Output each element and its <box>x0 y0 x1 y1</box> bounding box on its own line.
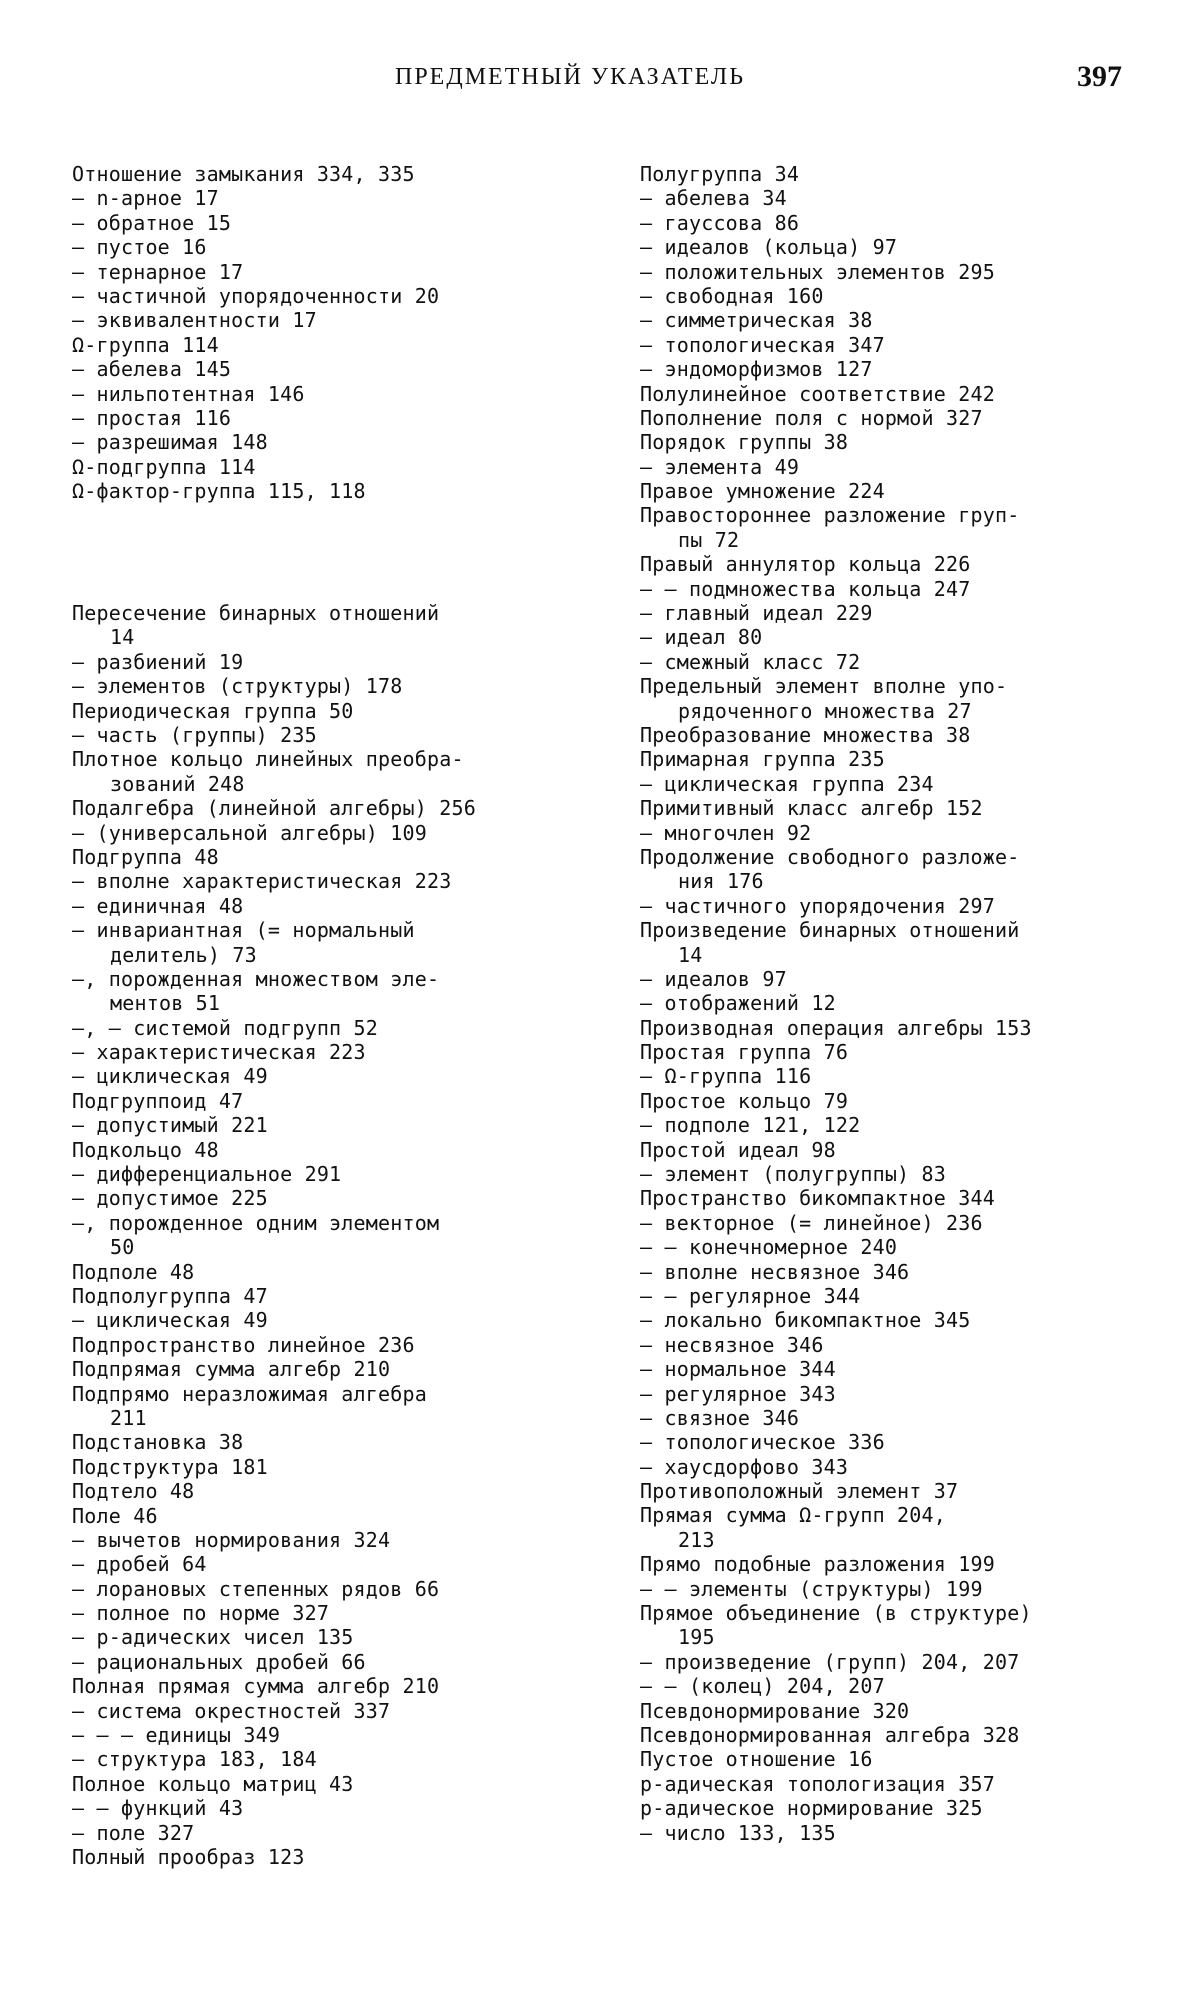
index-entry: Ω-фактор-группа 115, 118 <box>72 479 366 504</box>
index-entry: — — регулярное 344 <box>640 1283 861 1308</box>
index-entry: — произведение (групп) 204, 207 <box>640 1649 1020 1674</box>
index-entry: — подполе 121, 122 <box>640 1113 861 1138</box>
index-entry: — нильпотентная 146 <box>72 381 305 406</box>
index-entry: — частичного упорядочения 297 <box>640 893 995 918</box>
index-entry: — допустимый 221 <box>72 1113 268 1138</box>
index-entry: Производная операция алгебры 153 <box>640 1015 1032 1040</box>
index-entry: — регулярное 343 <box>640 1381 836 1406</box>
index-entry: Подструктура 181 <box>72 1454 268 1479</box>
index-entry: — симметрическая 38 <box>640 308 873 333</box>
index-entry: — допустимое 225 <box>72 1186 268 1211</box>
index-entry: — часть (группы) 235 <box>72 723 317 748</box>
index-entry: Подстановка 38 <box>72 1430 244 1455</box>
index-entry: — дробей 64 <box>72 1552 207 1577</box>
index-entry: — эквивалентности 17 <box>72 308 317 333</box>
index-entry: — рациональных дробей 66 <box>72 1649 366 1674</box>
index-entry: Подгруппоид 47 <box>72 1088 244 1113</box>
index-entry: Пополнение поля с нормой 327 <box>640 405 983 430</box>
index-entry: — топологическое 336 <box>640 1430 885 1455</box>
index-entry: — разрешимая 148 <box>72 430 268 455</box>
index-entry: — абелева 145 <box>72 357 232 382</box>
index-entry: Плотное кольцо линейных преобра- <box>72 747 464 772</box>
index-entry: — векторное (= линейное) 236 <box>640 1210 983 1235</box>
index-entry: Примитивный класс алгебр 152 <box>640 796 983 821</box>
index-entry: — структура 183, 184 <box>72 1747 317 1772</box>
page-number: 397 <box>1077 60 1122 93</box>
index-entry: — пустое 16 <box>72 235 207 260</box>
section-gap <box>72 503 542 601</box>
index-entry: — лорановых степенных рядов 66 <box>72 1576 440 1601</box>
index-entry: 14 <box>110 625 135 650</box>
index-entry: — элемента 49 <box>640 454 800 479</box>
index-entry: — система окрестностей 337 <box>72 1698 391 1723</box>
index-entry: Полулинейное соответствие 242 <box>640 381 995 406</box>
index-entry: Примарная группа 235 <box>640 747 885 772</box>
index-entry: — Ω-группа 116 <box>640 1064 812 1089</box>
index-entry: Предельный элемент вполне упо- <box>640 674 1008 699</box>
index-entry: Подпрямая сумма алгебр 210 <box>72 1357 391 1382</box>
index-entry: — разбиений 19 <box>72 649 244 674</box>
index-entry: Противоположный элемент 37 <box>640 1479 959 1504</box>
index-entry: — локально бикомпактное 345 <box>640 1308 971 1333</box>
index-entry: — элемент (полугруппы) 83 <box>640 1162 947 1187</box>
index-entry: Ω-группа 114 <box>72 332 219 357</box>
index-entry: Подполугруппа 47 <box>72 1284 268 1308</box>
index-entry: — топологическая 347 <box>640 332 885 357</box>
index-entry: — циклическая группа 234 <box>640 771 934 796</box>
index-entry: — характеристическая 223 <box>72 1040 366 1065</box>
index-entry: Полная прямая сумма алгебр 210 <box>72 1674 440 1699</box>
index-entry: Псевдонормирование 320 <box>640 1698 910 1723</box>
index-entry: Ω-подгруппа 114 <box>72 454 256 479</box>
index-entry: —, порожденная множеством эле- <box>72 966 440 991</box>
index-entry: — отображений 12 <box>640 991 836 1016</box>
index-entry: — n-арное 17 <box>72 186 219 211</box>
index-entry: 195 <box>678 1625 715 1650</box>
index-entry: Отношение замыкания 334, 335 <box>72 162 415 186</box>
index-entry: — вполне характеристическая 223 <box>72 869 452 894</box>
index-entry: пы 72 <box>678 527 740 552</box>
index-entry: — (универсальной алгебры) 109 <box>72 820 427 845</box>
index-entry: Произведение бинарных отношений <box>640 918 1020 943</box>
index-entry: — несвязное 346 <box>640 1332 824 1357</box>
index-entry: — смежный класс 72 <box>640 649 861 674</box>
left-index-column <box>72 162 542 1869</box>
index-entry: p-адическое нормирование 325 <box>640 1796 983 1821</box>
index-entry: — многочлен 92 <box>640 820 812 845</box>
page-title: ПРЕДМЕТНЫЙ УКАЗАТЕЛЬ <box>394 64 745 90</box>
index-entry: Подпространство линейное 236 <box>72 1332 415 1357</box>
index-entry: Правое умножение 224 <box>640 479 885 504</box>
index-entry: — вполне несвязное 346 <box>640 1259 910 1284</box>
index-entry: — идеал 80 <box>640 625 763 650</box>
index-entry: Подпрямо неразложимая алгебра <box>72 1381 427 1406</box>
index-entry: — — элементы (структуры) 199 <box>640 1576 983 1601</box>
index-entry: Прямое объединение (в структуре) <box>640 1601 1032 1626</box>
right-index-column <box>640 162 1120 1845</box>
index-entry: — нормальное 344 <box>640 1357 836 1382</box>
index-entry: делитель) 73 <box>110 942 257 967</box>
index-entry: Подкольцо 48 <box>72 1137 219 1162</box>
index-entry: Псевдонормированная алгебра 328 <box>640 1723 1020 1747</box>
index-entry: —, — системой подгрупп 52 <box>72 1015 379 1040</box>
index-entry: Простой идеал 98 <box>640 1137 836 1162</box>
index-entry: Правостороннее разложение груп- <box>640 503 1020 528</box>
index-entry: Пересечение бинарных отношений <box>72 601 440 626</box>
index-entry: 213 <box>678 1527 715 1552</box>
index-entry: — циклическая 49 <box>72 1064 268 1089</box>
index-entry: — простая 116 <box>72 405 232 430</box>
index-entry: 14 <box>678 942 703 967</box>
index-entry: — положительных элементов 295 <box>640 259 995 284</box>
index-entry: — элементов (структуры) 178 <box>72 674 403 699</box>
index-entry: — свободная 160 <box>640 283 824 308</box>
index-entry: — — — единицы 349 <box>72 1723 281 1748</box>
index-entry: Прямая сумма Ω-групп 204, <box>640 1503 947 1528</box>
index-entry: Подалгебра (линейной алгебры) 256 <box>72 796 476 821</box>
index-entry: Поле 46 <box>72 1503 158 1528</box>
index-entry: — идеалов 97 <box>640 966 787 991</box>
index-entry: — — подмножества кольца 247 <box>640 576 971 601</box>
index-entry: Подгруппа 48 <box>72 844 219 869</box>
index-entry: 211 <box>110 1405 147 1430</box>
index-entry: Полугруппа 34 <box>640 162 800 186</box>
index-entry: — циклическая 49 <box>72 1308 268 1333</box>
index-entry: — — функций 43 <box>72 1796 244 1821</box>
index-entry: — тернарное 17 <box>72 259 244 284</box>
index-entry: — эндоморфизмов 127 <box>640 357 873 382</box>
index-entry: Продолжение свободного разложе- <box>640 844 1020 869</box>
index-entry: — поле 327 <box>72 1820 195 1845</box>
index-entry: ния 176 <box>678 869 764 894</box>
index-entry: — — конечномерное 240 <box>640 1235 898 1260</box>
index-entry: p-адическая топологизация 357 <box>640 1771 995 1796</box>
index-entry: рядоченного множества 27 <box>678 698 972 723</box>
index-entry: — единичная 48 <box>72 893 244 918</box>
index-entry: Правый аннулятор кольца 226 <box>640 552 971 577</box>
index-entry: —, порожденное одним элементом <box>72 1210 440 1235</box>
index-entry: Пустое отношение 16 <box>640 1747 873 1772</box>
running-head <box>0 60 1200 100</box>
index-entry: — — (колец) 204, 207 <box>640 1674 885 1699</box>
index-entry: Полное кольцо матриц 43 <box>72 1771 354 1796</box>
index-entry: — p-адических чисел 135 <box>72 1625 354 1650</box>
index-entry: 50 <box>110 1235 135 1260</box>
index-entry: Простая группа 76 <box>640 1040 849 1065</box>
index-entry: — обратное 15 <box>72 210 232 235</box>
index-entry: Простое кольцо 79 <box>640 1088 849 1113</box>
index-entry: Порядок группы 38 <box>640 430 849 455</box>
index-entry: — полное по норме 327 <box>72 1601 330 1626</box>
index-entry: — гауссова 86 <box>640 210 800 235</box>
index-entry: — число 133, 135 <box>640 1820 836 1845</box>
index-entry: — инвариантная (= нормальный <box>72 918 415 943</box>
index-entry: — абелева 34 <box>640 186 787 211</box>
index-entry: — связное 346 <box>640 1405 800 1430</box>
index-entry: — главный идеал 229 <box>640 601 873 626</box>
index-entry: Периодическая группа 50 <box>72 698 354 723</box>
index-entry: — хаусдорфово 343 <box>640 1454 849 1479</box>
index-entry: ментов 51 <box>110 991 221 1016</box>
index-entry: — вычетов нормирования 324 <box>72 1527 391 1552</box>
index-entry: Преобразование множества 38 <box>640 722 971 747</box>
index-entry: Пространство бикомпактное 344 <box>640 1186 995 1211</box>
index-entry: Подтело 48 <box>72 1479 195 1504</box>
index-entry: зований 248 <box>110 771 245 796</box>
index-entry: — частичной упорядоченности 20 <box>72 283 440 308</box>
index-entry: Полный прообраз 123 <box>72 1844 305 1869</box>
index-entry: — идеалов (кольца) 97 <box>640 235 898 260</box>
index-entry: Подполе 48 <box>72 1259 195 1284</box>
index-entry: — дифференциальное 291 <box>72 1162 342 1187</box>
index-entry: Прямо подобные разложения 199 <box>640 1552 995 1577</box>
